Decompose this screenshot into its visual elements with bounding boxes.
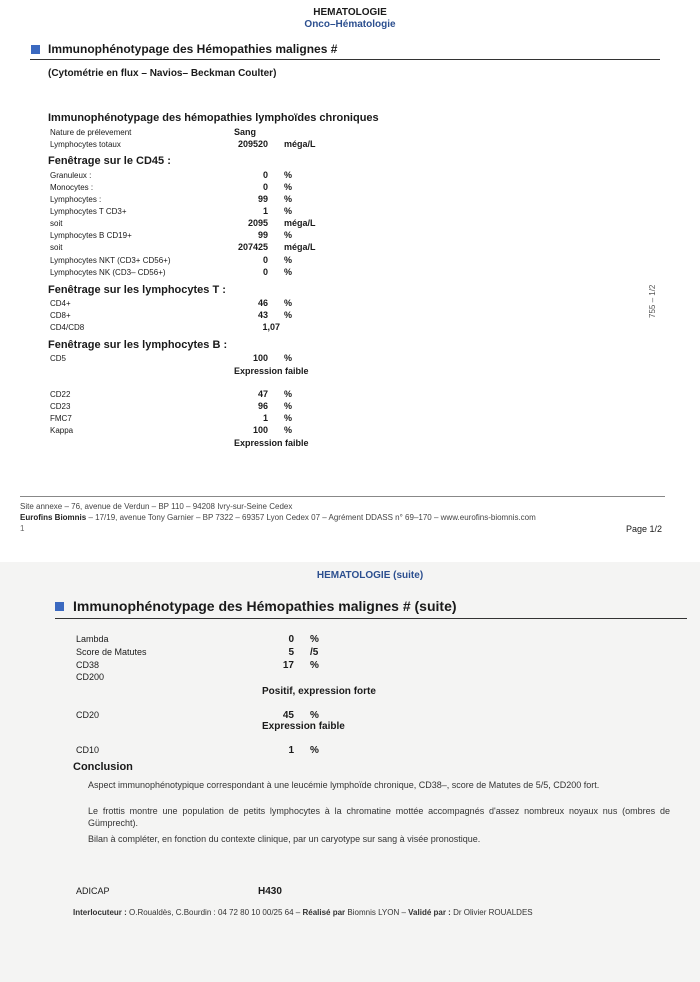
- row-unit: %: [310, 710, 319, 721]
- footer-divider: [20, 496, 665, 497]
- row-label: Lymphocytes NKT (CD3+ CD56+): [50, 256, 171, 265]
- kappa-expression-note: Expression faible: [234, 438, 309, 448]
- subdepartment-title: Onco–Hématologie: [304, 19, 396, 30]
- row-value: 0: [288, 634, 294, 645]
- row-label: Score de Matutes: [76, 647, 147, 657]
- section-divider: [30, 59, 660, 60]
- realise-value: Biomnis LYON –: [345, 908, 409, 917]
- row-unit: %: [310, 745, 319, 756]
- row-value: 0: [262, 170, 268, 180]
- row-value: 1,07: [262, 322, 280, 332]
- row-label: CD22: [50, 390, 71, 399]
- b-lymphocytes-heading: Fenêtrage sur les lymphocytes B :: [48, 339, 228, 351]
- interlocuteur-names: O.Roualdès, C.Bourdin : 04 72 80 10 00/25 64 –: [126, 908, 303, 917]
- row-value: 0: [262, 267, 268, 277]
- row-unit: %: [284, 194, 293, 204]
- row-label: CD23: [50, 402, 71, 411]
- row-unit: %: [284, 413, 293, 423]
- row-unit: méga/L: [284, 139, 316, 149]
- row-label: CD10: [76, 745, 100, 755]
- row-label: Lymphocytes totaux: [50, 140, 121, 149]
- row-unit: %: [284, 298, 293, 308]
- subtitle: Immunophénotypage des hémopathies lymphoïdes chroniques: [48, 112, 379, 124]
- row-label: CD8+: [50, 311, 71, 320]
- row-label: CD5: [50, 354, 67, 363]
- adicap-value: H430: [258, 886, 282, 897]
- row-unit: %: [284, 401, 293, 411]
- row-label: Lymphocytes T CD3+: [50, 207, 127, 216]
- row-value: 2095: [247, 218, 268, 228]
- footer-address: Site annexe – 76, avenue de Verdun – BP 110 – 94208 Ivry-sur-Seine Cedex: [20, 502, 293, 511]
- row-label: CD4/CD8: [50, 323, 85, 332]
- footer-mark: 1: [20, 524, 25, 533]
- row-unit: méga/L: [284, 218, 316, 228]
- row-unit: méga/L: [284, 242, 316, 252]
- row-unit: %: [284, 206, 293, 216]
- row-label: CD38: [76, 660, 100, 670]
- interlocuteur-label: Interlocuteur :: [73, 908, 127, 917]
- row-label: Nature de prélevement: [50, 128, 132, 137]
- conclusion-paragraph-1: Aspect immunophénotypique correspondant à une leucémie lymphoïde chronique, CD38–, score de Matutes de 5/5, CD200 fort.: [88, 780, 600, 790]
- row-value: 46: [257, 298, 268, 308]
- conclusion-paragraph-2: Le frottis montre une population de petits lymphocytes à la chromatine mottée accompagnés d'assez nombreux noyaux nus (ombres de Gümprecht).: [88, 806, 670, 828]
- page-number: Page 1/2: [626, 524, 663, 534]
- row-label: Kappa: [50, 426, 74, 435]
- row-value: 207425: [237, 242, 268, 252]
- row-label: Lymphocytes NK (CD3– CD56+): [50, 268, 166, 277]
- department-title: HEMATOLOGIE: [313, 7, 387, 18]
- cd200-note: Positif, expression forte: [262, 686, 376, 697]
- row-value: 209520: [237, 139, 268, 149]
- row-value: 43: [257, 310, 268, 320]
- row-unit: %: [310, 660, 319, 671]
- conclusion-heading: Conclusion: [73, 761, 133, 773]
- footer-address-2: – 17/19, avenue Tony Garnier – BP 7322 – 69357 Lyon Cedex 07 – Agrément DDASS n° 69–170 – www.eurofins-biomnis.com: [86, 513, 536, 522]
- row-value: 0: [262, 182, 268, 192]
- valide-label: Validé par :: [408, 908, 451, 917]
- side-reference: 755 – 1/2: [648, 284, 657, 318]
- row-label: soit: [50, 219, 63, 228]
- section-bullet-icon: [55, 602, 64, 611]
- row-value: 47: [257, 389, 268, 399]
- row-value: 17: [282, 660, 294, 671]
- row-label: CD200: [76, 672, 105, 682]
- row-label: CD20: [76, 710, 100, 720]
- row-label: Monocytes :: [50, 183, 94, 192]
- row-value: 96: [257, 401, 268, 411]
- conclusion-paragraph-3: Bilan à compléter, en fonction du contexte clinique, par un caryotype sur sang à visée pronostique.: [88, 834, 481, 844]
- t-lymphocytes-heading: Fenêtrage sur les lymphocytes T :: [48, 284, 226, 296]
- row-unit: %: [284, 389, 293, 399]
- section-divider-2: [55, 618, 687, 619]
- row-label: Granuleux :: [50, 171, 92, 180]
- row-label: CD4+: [50, 299, 71, 308]
- method-line: (Cytométrie en flux – Navios– Beckman Coulter): [48, 68, 277, 79]
- section-bullet-icon: [31, 45, 40, 54]
- row-unit: %: [284, 170, 293, 180]
- row-value: 100: [252, 353, 268, 363]
- adicap-label: ADICAP: [76, 886, 110, 896]
- footer-brand: Eurofins Biomnis: [20, 513, 87, 522]
- row-value: Sang: [234, 127, 257, 137]
- row-label: Lymphocytes B CD19+: [50, 231, 132, 240]
- row-unit: %: [284, 230, 293, 240]
- cd20-note: Expression faible: [262, 721, 345, 732]
- row-unit: %: [284, 310, 293, 320]
- row-unit: /5: [310, 647, 319, 658]
- valide-value: Dr Olivier ROUALDES: [450, 908, 533, 917]
- row-unit: %: [284, 267, 293, 277]
- row-value: 100: [252, 425, 268, 435]
- row-unit: %: [284, 353, 293, 363]
- row-label: Lymphocytes :: [50, 195, 102, 204]
- department-title-2: HEMATOLOGIE (suite): [316, 570, 424, 581]
- row-value: 1: [288, 745, 294, 756]
- row-label: Lambda: [76, 634, 109, 644]
- section-title: Immunophénotypage des Hémopathies malignes #: [48, 42, 338, 56]
- row-value: 0: [262, 255, 268, 265]
- row-unit: %: [284, 255, 293, 265]
- cd5-expression-note: Expression faible: [234, 366, 309, 376]
- realise-label: Réalisé par: [302, 908, 346, 917]
- row-value: 99: [257, 230, 268, 240]
- row-value: 45: [282, 710, 294, 721]
- cd45-heading: Fenêtrage sur le CD45 :: [48, 155, 171, 167]
- row-value: 5: [288, 647, 294, 658]
- row-label: FMC7: [50, 414, 72, 423]
- row-unit: %: [284, 182, 293, 192]
- row-value: 99: [257, 194, 268, 204]
- row-value: 1: [262, 413, 268, 423]
- section-title-2: Immunophénotypage des Hémopathies malignes # (suite): [73, 598, 457, 614]
- row-unit: %: [284, 425, 293, 435]
- row-unit: %: [310, 634, 319, 645]
- row-label: soit: [50, 243, 63, 252]
- row-value: 1: [262, 206, 268, 216]
